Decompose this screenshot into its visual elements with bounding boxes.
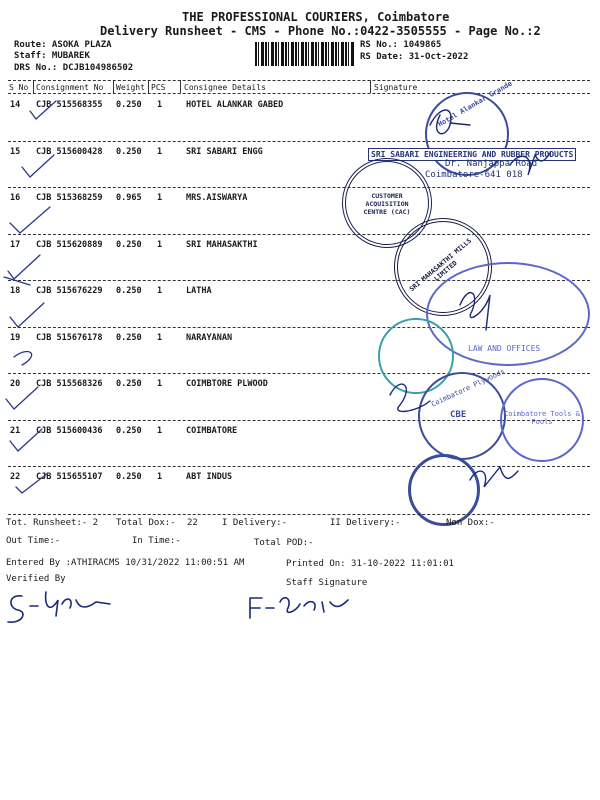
row-sno: 22: [10, 472, 21, 482]
col-header-signature: Signature: [374, 83, 418, 92]
header-divider: [370, 80, 371, 93]
row-pcs: 1: [157, 193, 163, 203]
row-pcs: 1: [157, 472, 163, 482]
hotel-stamp: Hotel Alankar Grande: [425, 92, 509, 176]
row-pcs: 1: [157, 286, 163, 296]
ii-delivery: II Delivery:-: [330, 518, 401, 528]
row-consignee: ABT INDUS: [186, 472, 233, 482]
row-separator: [8, 373, 590, 374]
row-separator: [8, 420, 590, 421]
row-sno: 16: [10, 193, 21, 203]
row-consignee: SRI SABARI ENGG: [186, 146, 263, 157]
row-consignee: COIMBTORE PLWOOD: [186, 379, 268, 389]
row-separator: [8, 280, 590, 281]
table-row: [0, 329, 600, 375]
rs-date: RS Date: 31-Oct-2022: [360, 52, 469, 62]
out-time: Out Time:-: [6, 536, 61, 546]
table-row: [0, 189, 600, 235]
drs-number: DRS No.: DCJB104986502: [14, 63, 134, 73]
col-header-weight: Weight: [116, 83, 145, 92]
tot-runsheet: Tot. Runsheet:- 2: [6, 518, 99, 528]
row-separator: [8, 141, 590, 142]
row-consignment-no: CJB 515568355: [36, 100, 103, 110]
table-row: [0, 375, 600, 421]
col-header-consignment: Consignment No: [36, 83, 104, 92]
footer-signatures: [0, 584, 600, 634]
row-pcs: 1: [157, 100, 163, 110]
row-consignee: MRS.AISWARYA: [186, 193, 248, 203]
row-consignment-no: CJB 515620889: [36, 239, 103, 250]
row-consignee: SRI MAHASAKTHI: [186, 239, 258, 250]
route-label: Route: ASOKA PLAZA: [14, 40, 112, 50]
header-divider: [148, 80, 149, 93]
row-separator: [8, 234, 590, 235]
header-divider: [180, 80, 181, 93]
i-delivery: I Delivery:-: [222, 518, 288, 528]
row-consignee: NARAYANAN: [186, 332, 233, 343]
row-consignment-no: CJB 515600436: [36, 425, 103, 436]
sabari-stamp: SRI SABARI ENGINEERING AND RUBBER PRODUCTS: [368, 148, 576, 161]
rs-number: RS No.: 1049865: [360, 40, 442, 50]
total-pod: Total POD:-: [254, 538, 314, 548]
row-sno: 17: [10, 239, 21, 250]
col-header-consignee: Consignee Details: [184, 83, 266, 92]
row-consignee: HOTEL ALANKAR GABED: [186, 100, 284, 110]
row-consignment-no: CJB 515368259: [36, 193, 103, 203]
row-pcs: 1: [157, 332, 163, 343]
in-time: In Time:-: [132, 536, 181, 546]
header-top-rule: [8, 80, 590, 81]
row-separator: [8, 187, 590, 188]
table-row: [0, 96, 600, 142]
company-title: THE PROFESSIONAL COURIERS, Coimbatore: [182, 10, 450, 24]
table-bottom-rule: [8, 514, 590, 515]
row-weight: 0.250: [116, 472, 142, 482]
row-weight: 0.250: [116, 425, 142, 436]
row-consignee: LATHA: [186, 286, 212, 296]
total-dox-value: 22: [187, 518, 198, 528]
row-separator: [8, 466, 590, 467]
non-dox: Non Dox:-: [446, 518, 495, 528]
staff-signature-label: Staff Signature: [286, 578, 368, 588]
table-row: [0, 282, 600, 328]
row-sno: 21: [10, 425, 21, 436]
plywood-stamp: Coimbatore Plywoods CBE: [418, 372, 506, 460]
row-separator: [8, 327, 590, 328]
row-consignment-no: CJB 515655107: [36, 472, 103, 482]
row-consignment-no: CJB 515600428: [36, 146, 103, 157]
entered-by: Entered By :ATHIRACMS 10/31/2022 11:00:51 AM: [6, 558, 245, 568]
row-pcs: 1: [157, 146, 163, 157]
row-sno: 14: [10, 100, 21, 110]
row-pcs: 1: [157, 379, 163, 389]
sabari-address-2: Coimbatore-641 018: [425, 170, 523, 180]
header-divider: [33, 80, 34, 93]
table-row: [0, 422, 600, 468]
law-stamp: LAW AND OFFICES: [426, 262, 590, 366]
total-dox-label: Total Dox:-: [116, 518, 176, 528]
row-pcs: 1: [157, 425, 163, 436]
verified-by: Verified By: [6, 574, 66, 584]
printed-on: Printed On: 31-10-2022 11:01:01: [286, 559, 454, 569]
table-row: [0, 468, 600, 514]
row-consignee: COIMBATORE: [186, 425, 238, 436]
row-weight: 0.250: [116, 332, 142, 343]
row-weight: 0.250: [116, 146, 142, 157]
row-weight: 0.965: [116, 193, 142, 203]
header-divider: [113, 80, 114, 93]
row-sno: 15: [10, 146, 21, 157]
row-sno: 19: [10, 332, 21, 343]
row-weight: 0.250: [116, 379, 142, 389]
col-header-sno: S No: [9, 83, 29, 92]
sabari-address-1: Dr. Nanjappa Road: [445, 159, 538, 169]
row-weight: 0.250: [116, 100, 142, 110]
table-row: [0, 236, 600, 282]
row-sno: 18: [10, 286, 21, 296]
row-weight: 0.250: [116, 239, 142, 250]
barcode: [255, 42, 355, 66]
row-pcs: 1: [157, 239, 163, 250]
row-consignment-no: CJB 515568326: [36, 379, 103, 389]
row-consignment-no: CJB 515676229: [36, 286, 103, 296]
cac-stamp: CUSTOMER ACQUISITION CENTRE (CAC): [342, 158, 432, 248]
staff-label: Staff: MUBAREK: [14, 51, 90, 61]
col-header-pcs: PCS: [151, 83, 166, 92]
row-weight: 0.250: [116, 286, 142, 296]
row-sno: 20: [10, 379, 21, 389]
runsheet-subtitle: Delivery Runsheet - CMS - Phone No.:0422-3505555 - Page No.:2: [100, 24, 541, 38]
tools-stamp: Coimbatore Tools & Pools: [500, 378, 584, 462]
header-bottom-rule: [8, 93, 590, 94]
mills-stamp: SRI MAHASAKTHI MILLS LIMITED: [394, 218, 492, 316]
row-consignment-no: CJB 515676178: [36, 332, 103, 343]
